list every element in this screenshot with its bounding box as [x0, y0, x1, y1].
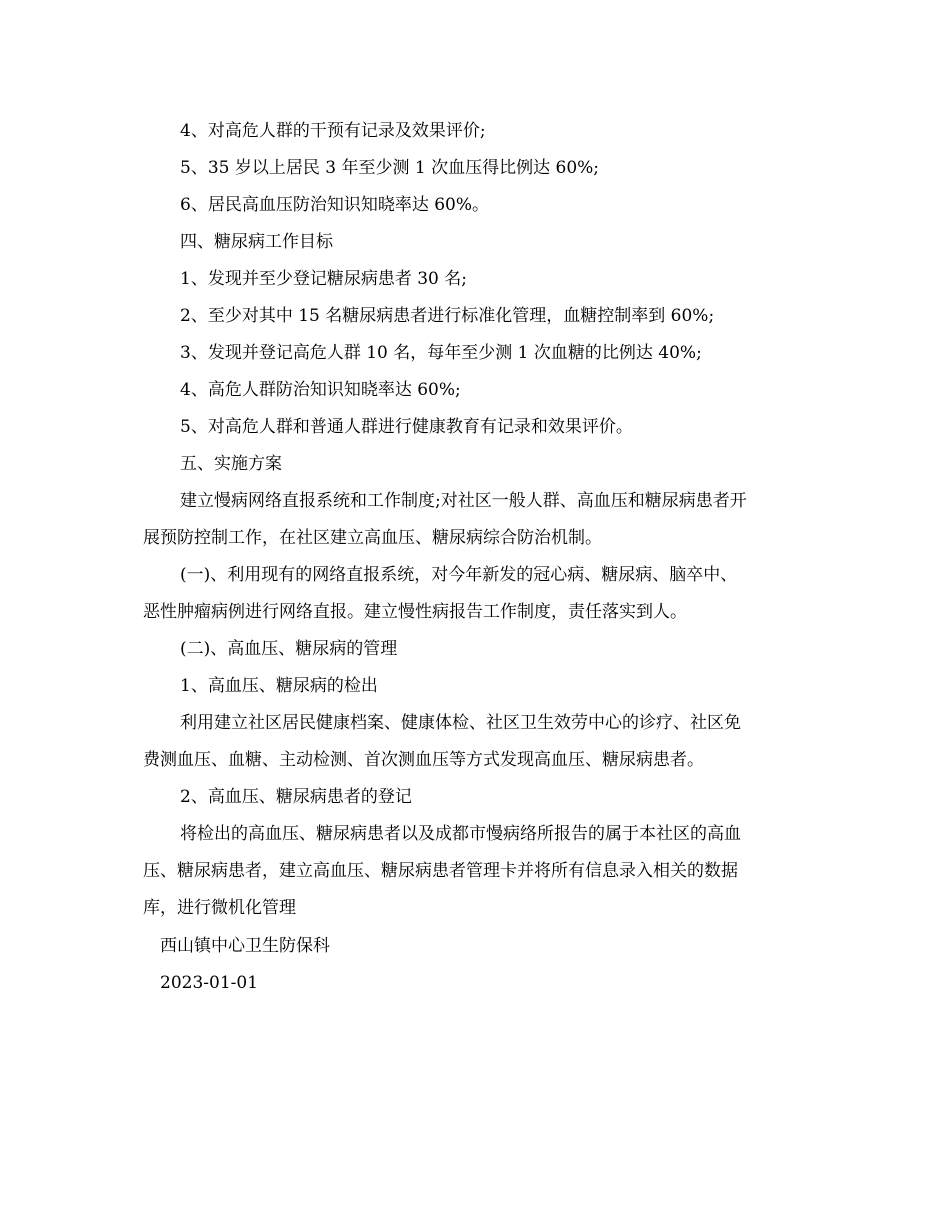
text-line-5: 1、发现并至少登记糖尿病患者 30 名; [180, 269, 467, 289]
section-heading-diabetes-goals: 四、糖尿病工作目标 [180, 232, 333, 252]
text-line-21: 压、糖尿病患者，建立高血压、糖尿病患者管理卡并将所有信息录入相关的数据 [143, 861, 738, 881]
subheading-registration: 2、高血压、糖尿病患者的登记 [180, 787, 412, 807]
text-line-6: 2、至少对其中 15 名糖尿病患者进行标准化管理，血糖控制率到 60%; [180, 306, 715, 326]
text-line-13: (一)、利用现有的网络直报系统，对今年新发的冠心病、糖尿病、脑卒中、 [180, 565, 738, 585]
text-line-3: 6、居民高血压防治知识知晓率达 60%。 [180, 195, 490, 215]
text-line-20: 将检出的高血压、糖尿病患者以及成都市慢病络所报告的属于本社区的高血 [180, 824, 741, 844]
signature-organization: 西山镇中心卫生防保科 [160, 936, 330, 956]
text-line-8: 4、高危人群防治知识知晓率达 60%; [180, 380, 461, 400]
subheading-management: (二)、高血压、糖尿病的管理 [180, 639, 398, 659]
text-line-1: 4、对高危人群的干预有记录及效果评价; [180, 121, 486, 141]
text-line-22: 库，进行微机化管理 [143, 898, 296, 918]
signature-date: 2023-01-01 [160, 973, 259, 993]
text-line-12: 展预防控制工作，在社区建立高血压、糖尿病综合防治机制。 [143, 528, 602, 548]
section-heading-implementation: 五、实施方案 [180, 454, 282, 474]
text-line-18: 费测血压、血糖、主动检测、首次测血压等方式发现高血压、糖尿病患者。 [143, 750, 704, 770]
text-line-7: 3、发现并登记高危人群 10 名，每年至少测 1 次血糖的比例达 40%; [180, 343, 702, 363]
text-line-17: 利用建立社区居民健康档案、健康体检、社区卫生效劳中心的诊疗、社区免 [180, 713, 741, 733]
text-line-11: 建立慢病网络直报系统和工作制度;对社区一般人群、高血压和糖尿病患者开 [180, 491, 747, 511]
subheading-detection: 1、高血压、糖尿病的检出 [180, 676, 378, 696]
text-line-2: 5、35 岁以上居民 3 年至少测 1 次血压得比例达 60%; [180, 158, 600, 178]
text-line-9: 5、对高危人群和普通人群进行健康教育有记录和效果评价。 [180, 417, 633, 437]
text-line-14: 恶性肿瘤病例进行网络直报。建立慢性病报告工作制度，责任落实到人。 [143, 602, 687, 622]
